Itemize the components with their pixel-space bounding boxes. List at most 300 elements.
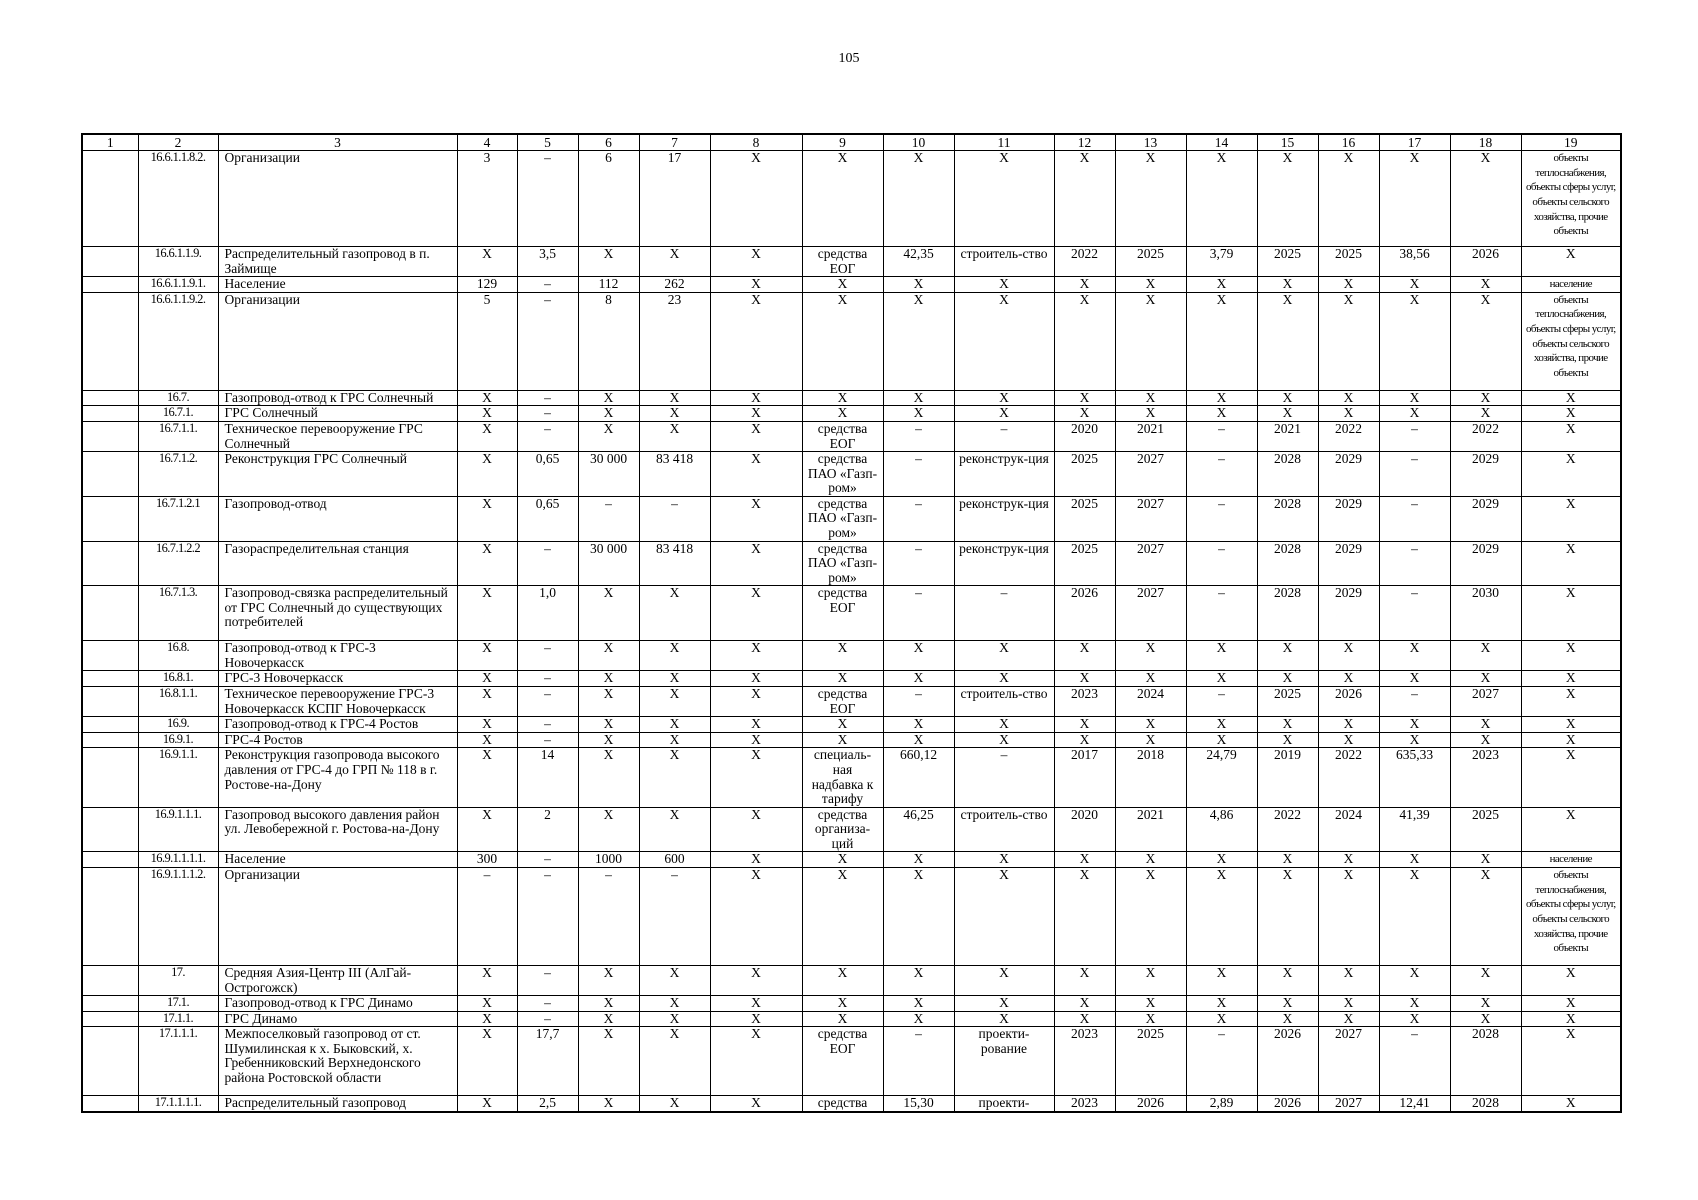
table-cell-col-13: 2027: [1115, 452, 1186, 497]
table-cell-col-12: 2022: [1054, 247, 1115, 277]
table-cell-col-5: –: [517, 966, 578, 996]
table-cell-col-2: 16.6.1.1.9.: [138, 247, 218, 277]
table-cell-col-13: 2027: [1115, 541, 1186, 586]
table-cell-col-11: X: [954, 996, 1054, 1012]
table-cell-col-12: 2025: [1054, 452, 1115, 497]
table-cell-col-14: X: [1186, 732, 1257, 748]
table-row: [82, 966, 1621, 996]
table-cell-col-19: объекты теплоснабжения, объекты сферы услуг, объекты сельского хозяйства, прочие объекты: [1521, 292, 1621, 390]
table-cell-col-12: 2020: [1054, 807, 1115, 852]
table-cell-col-1: [82, 452, 138, 497]
table-cell-col-11: строитель-ство: [954, 247, 1054, 277]
table-cell-col-15: 2028: [1257, 452, 1318, 497]
table-cell-col-14: –: [1186, 687, 1257, 717]
table-cell-col-5: –: [517, 406, 578, 422]
table-cell-col-3: Реконструкция ГРС Солнечный: [218, 452, 457, 497]
table-cell-col-19: X: [1521, 406, 1621, 422]
table-cell-col-15: X: [1257, 852, 1318, 868]
table-cell-col-13: X: [1115, 390, 1186, 406]
table-cell-col-7: 262: [639, 277, 710, 293]
table-cell-col-13: X: [1115, 292, 1186, 390]
table-cell-col-16: X: [1318, 641, 1379, 671]
table-cell-col-15: X: [1257, 868, 1318, 966]
table-cell-col-17: –: [1379, 496, 1450, 541]
table-cell-col-18: 2025: [1450, 807, 1521, 852]
table-cell-col-10: 46,25: [883, 807, 954, 852]
table-row: [82, 687, 1621, 717]
table-cell-col-7: –: [639, 868, 710, 966]
table-cell-col-6: X: [578, 671, 639, 687]
table-cell-col-4: 3: [457, 151, 517, 247]
table-cell-col-1: [82, 717, 138, 733]
table-row: [82, 292, 1621, 390]
table-cell-col-5: 1,0: [517, 586, 578, 641]
table-cell-col-4: 5: [457, 292, 517, 390]
table-cell-col-13: X: [1115, 151, 1186, 247]
table-cell-col-3: Газопровод-отвод к ГРС Солнечный: [218, 390, 457, 406]
table-cell-col-4: X: [457, 1011, 517, 1027]
table-cell-col-1: [82, 687, 138, 717]
table-cell-col-15: X: [1257, 292, 1318, 390]
table-cell-col-2: 16.7.1.2.: [138, 452, 218, 497]
table-cell-col-7: X: [639, 717, 710, 733]
table-cell-col-1: [82, 966, 138, 996]
table-cell-col-9: средства ЕОГ: [802, 421, 883, 451]
table-cell-col-18: 2023: [1450, 748, 1521, 807]
table-cell-col-10: –: [883, 687, 954, 717]
table-cell-col-15: 2022: [1257, 807, 1318, 852]
table-cell-col-12: 2023: [1054, 687, 1115, 717]
table-cell-col-12: X: [1054, 996, 1115, 1012]
table-cell-col-10: X: [883, 996, 954, 1012]
table-cell-col-14: X: [1186, 641, 1257, 671]
table-cell-col-17: 41,39: [1379, 807, 1450, 852]
table-cell-col-14: –: [1186, 452, 1257, 497]
table-cell-col-11: –: [954, 748, 1054, 807]
table-cell-col-5: 14: [517, 748, 578, 807]
table-cell-col-5: 17,7: [517, 1027, 578, 1096]
table-cell-col-1: [82, 151, 138, 247]
table-cell-col-15: 2028: [1257, 496, 1318, 541]
table-cell-col-1: [82, 807, 138, 852]
table-cell-col-13: X: [1115, 868, 1186, 966]
table-cell-col-1: [82, 868, 138, 966]
table-cell-col-16: X: [1318, 151, 1379, 247]
table-cell-col-17: X: [1379, 717, 1450, 733]
table-cell-col-5: –: [517, 1011, 578, 1027]
table-cell-col-3: Распределительный газопровод: [218, 1096, 457, 1112]
table-cell-col-16: X: [1318, 406, 1379, 422]
table-cell-col-4: X: [457, 732, 517, 748]
table-cell-col-9: X: [802, 732, 883, 748]
table-cell-col-9: средства организа-ций: [802, 807, 883, 852]
table-cell-col-15: X: [1257, 717, 1318, 733]
table-cell-col-16: 2025: [1318, 247, 1379, 277]
table-cell-col-10: –: [883, 421, 954, 451]
table-cell-col-18: 2028: [1450, 1096, 1521, 1112]
table-cell-col-14: X: [1186, 966, 1257, 996]
table-cell-col-2: 16.9.: [138, 717, 218, 733]
table-cell-col-2: 16.7.1.2.2: [138, 541, 218, 586]
table-cell-col-13: X: [1115, 671, 1186, 687]
table-cell-col-1: [82, 292, 138, 390]
table-cell-col-9: X: [802, 868, 883, 966]
table-cell-col-3: Средняя Азия-Центр III (АлГай-Острогожск): [218, 966, 457, 996]
table-cell-col-15: X: [1257, 671, 1318, 687]
table-cell-col-11: X: [954, 966, 1054, 996]
table-cell-col-8: X: [710, 1096, 802, 1112]
column-number-11: 11: [954, 134, 1054, 151]
table-cell-col-9: средства ЕОГ: [802, 687, 883, 717]
table-cell-col-13: 2021: [1115, 421, 1186, 451]
table-cell-col-5: –: [517, 868, 578, 966]
table-row: [82, 732, 1621, 748]
table-cell-col-5: 2,5: [517, 1096, 578, 1112]
table-cell-col-7: –: [639, 496, 710, 541]
table-cell-col-11: –: [954, 586, 1054, 641]
table-cell-col-5: –: [517, 292, 578, 390]
table-cell-col-13: X: [1115, 641, 1186, 671]
table-cell-col-14: X: [1186, 996, 1257, 1012]
table-row: [82, 452, 1621, 497]
table-row: [82, 1096, 1621, 1112]
table-cell-col-16: X: [1318, 277, 1379, 293]
table-cell-col-8: X: [710, 586, 802, 641]
table-row: [82, 586, 1621, 641]
table-cell-col-12: 2023: [1054, 1027, 1115, 1096]
page-number: 105: [838, 51, 860, 66]
table-cell-col-4: X: [457, 687, 517, 717]
table-cell-col-2: 17.1.: [138, 996, 218, 1012]
table-cell-col-5: –: [517, 732, 578, 748]
table-cell-col-15: 2026: [1257, 1096, 1318, 1112]
table-cell-col-16: 2029: [1318, 452, 1379, 497]
table-cell-col-11: X: [954, 292, 1054, 390]
table-cell-col-17: –: [1379, 421, 1450, 451]
table-cell-col-11: X: [954, 151, 1054, 247]
table-cell-col-15: X: [1257, 996, 1318, 1012]
table-cell-col-7: X: [639, 687, 710, 717]
table-cell-col-7: X: [639, 586, 710, 641]
table-cell-col-15: 2028: [1257, 586, 1318, 641]
table-cell-col-11: проекти-рование: [954, 1027, 1054, 1096]
table-cell-col-17: 635,33: [1379, 748, 1450, 807]
table-cell-col-8: X: [710, 277, 802, 293]
table-cell-col-12: X: [1054, 717, 1115, 733]
table-cell-col-6: X: [578, 717, 639, 733]
table-cell-col-10: X: [883, 390, 954, 406]
table-cell-col-16: X: [1318, 671, 1379, 687]
table-row: [82, 541, 1621, 586]
table-cell-col-17: –: [1379, 541, 1450, 586]
table-cell-col-14: 24,79: [1186, 748, 1257, 807]
table-cell-col-6: X: [578, 687, 639, 717]
table-cell-col-12: X: [1054, 406, 1115, 422]
table-cell-col-16: 2022: [1318, 421, 1379, 451]
table-cell-col-15: 2025: [1257, 687, 1318, 717]
table-cell-col-6: X: [578, 421, 639, 451]
table-cell-col-2: 16.7.1.1.: [138, 421, 218, 451]
table-cell-col-13: X: [1115, 717, 1186, 733]
table-cell-col-7: X: [639, 996, 710, 1012]
table-row: [82, 717, 1621, 733]
table-cell-col-13: X: [1115, 852, 1186, 868]
table-cell-col-11: X: [954, 732, 1054, 748]
column-number-13: 13: [1115, 134, 1186, 151]
table-row: [82, 641, 1621, 671]
table-cell-col-1: [82, 748, 138, 807]
table-cell-col-12: 2017: [1054, 748, 1115, 807]
table-cell-col-2: 16.9.1.1.1.1.: [138, 852, 218, 868]
table-row: [82, 807, 1621, 852]
table-cell-col-12: X: [1054, 868, 1115, 966]
table-cell-col-11: проекти-: [954, 1096, 1054, 1112]
table-cell-col-16: X: [1318, 966, 1379, 996]
table-cell-col-3: Организации: [218, 151, 457, 247]
table-cell-col-7: 23: [639, 292, 710, 390]
table-cell-col-6: –: [578, 868, 639, 966]
table-cell-col-16: X: [1318, 1011, 1379, 1027]
table-cell-col-17: –: [1379, 687, 1450, 717]
table-cell-col-7: X: [639, 732, 710, 748]
table-cell-col-3: Население: [218, 277, 457, 293]
table-cell-col-3: Население: [218, 852, 457, 868]
table-cell-col-8: X: [710, 541, 802, 586]
table-cell-col-6: X: [578, 406, 639, 422]
table-cell-col-8: X: [710, 852, 802, 868]
table-cell-col-8: X: [710, 641, 802, 671]
table-cell-col-12: X: [1054, 732, 1115, 748]
table-cell-col-10: X: [883, 1011, 954, 1027]
table-cell-col-19: X: [1521, 641, 1621, 671]
table-cell-col-15: 2025: [1257, 247, 1318, 277]
table-cell-col-17: 38,56: [1379, 247, 1450, 277]
table-cell-col-19: X: [1521, 732, 1621, 748]
table-cell-col-17: X: [1379, 966, 1450, 996]
table-cell-col-16: 2029: [1318, 496, 1379, 541]
table-cell-col-10: X: [883, 966, 954, 996]
table-cell-col-6: 1000: [578, 852, 639, 868]
table-cell-col-6: X: [578, 996, 639, 1012]
table-cell-col-3: Газопровод-связка распределительный от ГРС Солнечный до существующих потребителей: [218, 586, 457, 641]
table-cell-col-10: –: [883, 586, 954, 641]
table-cell-col-18: X: [1450, 390, 1521, 406]
table-row: [82, 996, 1621, 1012]
table-cell-col-5: –: [517, 852, 578, 868]
table-cell-col-8: X: [710, 406, 802, 422]
table-cell-col-6: 8: [578, 292, 639, 390]
table-cell-col-16: 2022: [1318, 748, 1379, 807]
table-cell-col-3: Распределительный газопровод в п. Займище: [218, 247, 457, 277]
table-cell-col-10: –: [883, 541, 954, 586]
table-cell-col-16: 2026: [1318, 687, 1379, 717]
table-cell-col-15: X: [1257, 406, 1318, 422]
table-cell-col-4: X: [457, 421, 517, 451]
table-cell-col-2: 17.1.1.1.: [138, 1027, 218, 1096]
table-cell-col-13: X: [1115, 406, 1186, 422]
table-cell-col-4: X: [457, 496, 517, 541]
table-cell-col-10: 42,35: [883, 247, 954, 277]
table-cell-col-1: [82, 277, 138, 293]
table-cell-col-4: 129: [457, 277, 517, 293]
table-cell-col-8: X: [710, 748, 802, 807]
table-cell-col-19: X: [1521, 541, 1621, 586]
table-cell-col-8: X: [710, 496, 802, 541]
table-cell-col-2: 17.: [138, 966, 218, 996]
table-row: [82, 247, 1621, 277]
table-cell-col-18: X: [1450, 641, 1521, 671]
table-cell-col-6: X: [578, 748, 639, 807]
table-cell-col-14: 2,89: [1186, 1096, 1257, 1112]
table-cell-col-3: Организации: [218, 292, 457, 390]
table-row: [82, 496, 1621, 541]
table-cell-col-18: 2026: [1450, 247, 1521, 277]
table-cell-col-5: –: [517, 390, 578, 406]
column-number-3: 3: [218, 134, 457, 151]
table-cell-col-19: X: [1521, 748, 1621, 807]
column-number-17: 17: [1379, 134, 1450, 151]
table-cell-col-2: 16.6.1.1.9.2.: [138, 292, 218, 390]
table-cell-col-14: –: [1186, 541, 1257, 586]
table-cell-col-13: X: [1115, 732, 1186, 748]
table-cell-col-13: 2018: [1115, 748, 1186, 807]
table-cell-col-8: X: [710, 996, 802, 1012]
table-cell-col-1: [82, 1096, 138, 1112]
table-cell-col-19: X: [1521, 966, 1621, 996]
table-row: [82, 390, 1621, 406]
table-cell-col-8: X: [710, 452, 802, 497]
table-cell-col-18: 2028: [1450, 1027, 1521, 1096]
table-cell-col-19: население: [1521, 277, 1621, 293]
table-cell-col-19: X: [1521, 452, 1621, 497]
table-cell-col-7: 600: [639, 852, 710, 868]
table-cell-col-1: [82, 1027, 138, 1096]
table-cell-col-7: X: [639, 1027, 710, 1096]
table-cell-col-6: X: [578, 807, 639, 852]
table-cell-col-6: –: [578, 496, 639, 541]
table-cell-col-5: 0,65: [517, 496, 578, 541]
table-cell-col-9: средства ЕОГ: [802, 1027, 883, 1096]
table-cell-col-6: 30 000: [578, 452, 639, 497]
table-cell-col-2: 16.8.1.1.: [138, 687, 218, 717]
table-cell-col-7: 83 418: [639, 541, 710, 586]
table-cell-col-11: X: [954, 671, 1054, 687]
table-cell-col-1: [82, 406, 138, 422]
table-row: [82, 852, 1621, 868]
table-cell-col-5: –: [517, 421, 578, 451]
table-cell-col-13: X: [1115, 966, 1186, 996]
table-cell-col-3: Газопровод высокого давления район ул. Левобережной г. Ростова-на-Дону: [218, 807, 457, 852]
table-cell-col-8: X: [710, 687, 802, 717]
table-cell-col-3: Газопровод-отвод к ГРС-3 Новочеркасск: [218, 641, 457, 671]
table-cell-col-5: –: [517, 151, 578, 247]
table-cell-col-3: Межпоселковый газопровод от ст. Шумилинская к х. Быковский, х. Гребенниковский Верхнедонского района Ростовской области: [218, 1027, 457, 1096]
table-cell-col-5: 2: [517, 807, 578, 852]
table-cell-col-18: X: [1450, 671, 1521, 687]
table-cell-col-17: –: [1379, 586, 1450, 641]
table-cell-col-2: 16.7.1.: [138, 406, 218, 422]
table-cell-col-7: X: [639, 247, 710, 277]
table-cell-col-14: –: [1186, 1027, 1257, 1096]
table-cell-col-16: X: [1318, 717, 1379, 733]
table-cell-col-18: X: [1450, 406, 1521, 422]
table-cell-col-19: X: [1521, 390, 1621, 406]
table-cell-col-18: 2029: [1450, 541, 1521, 586]
table-cell-col-5: –: [517, 717, 578, 733]
table-cell-col-12: 2023: [1054, 1096, 1115, 1112]
table-cell-col-14: X: [1186, 151, 1257, 247]
table-cell-col-7: X: [639, 390, 710, 406]
table-cell-col-19: X: [1521, 671, 1621, 687]
table-cell-col-17: X: [1379, 868, 1450, 966]
table-cell-col-13: 2025: [1115, 247, 1186, 277]
table-cell-col-8: X: [710, 390, 802, 406]
table-cell-col-9: X: [802, 641, 883, 671]
table-cell-col-4: X: [457, 452, 517, 497]
table-cell-col-16: X: [1318, 868, 1379, 966]
table-cell-col-13: 2027: [1115, 586, 1186, 641]
table-cell-col-12: X: [1054, 292, 1115, 390]
table-cell-col-16: 2029: [1318, 586, 1379, 641]
table-cell-col-4: X: [457, 996, 517, 1012]
table-cell-col-1: [82, 496, 138, 541]
table-cell-col-19: X: [1521, 807, 1621, 852]
table-cell-col-5: –: [517, 641, 578, 671]
table-cell-col-17: X: [1379, 1011, 1450, 1027]
table-cell-col-1: [82, 421, 138, 451]
table-cell-col-8: X: [710, 717, 802, 733]
table-cell-col-11: X: [954, 406, 1054, 422]
table-cell-col-6: X: [578, 641, 639, 671]
table-cell-col-9: специаль-ная надбавка к тарифу: [802, 748, 883, 807]
table-cell-col-8: X: [710, 151, 802, 247]
table-cell-col-18: X: [1450, 732, 1521, 748]
table-cell-col-14: –: [1186, 496, 1257, 541]
table-cell-col-15: X: [1257, 1011, 1318, 1027]
table-cell-col-4: X: [457, 586, 517, 641]
table-cell-col-11: X: [954, 852, 1054, 868]
table-cell-col-16: X: [1318, 732, 1379, 748]
table-cell-col-18: X: [1450, 1011, 1521, 1027]
column-number-9: 9: [802, 134, 883, 151]
table-cell-col-12: X: [1054, 966, 1115, 996]
table-cell-col-11: X: [954, 868, 1054, 966]
table-cell-col-7: X: [639, 807, 710, 852]
column-number-7: 7: [639, 134, 710, 151]
table-cell-col-4: X: [457, 541, 517, 586]
table-cell-col-4: X: [457, 966, 517, 996]
table-cell-col-3: Газораспределительная станция: [218, 541, 457, 586]
table-row: [82, 748, 1621, 807]
table-cell-col-19: X: [1521, 717, 1621, 733]
table-cell-col-7: 17: [639, 151, 710, 247]
table-row: [82, 421, 1621, 451]
table-cell-col-11: реконструк-ция: [954, 452, 1054, 497]
table-cell-col-2: 16.7.1.3.: [138, 586, 218, 641]
table-cell-col-10: X: [883, 292, 954, 390]
table-cell-col-9: X: [802, 717, 883, 733]
table-cell-col-4: X: [457, 748, 517, 807]
table-cell-col-10: X: [883, 671, 954, 687]
table-cell-col-2: 16.8.1.: [138, 671, 218, 687]
table-cell-col-3: ГРС Динамо: [218, 1011, 457, 1027]
table-cell-col-3: ГРС-3 Новочеркасск: [218, 671, 457, 687]
table-cell-col-16: X: [1318, 996, 1379, 1012]
table-cell-col-1: [82, 732, 138, 748]
table-cell-col-8: X: [710, 1011, 802, 1027]
table-cell-col-6: 112: [578, 277, 639, 293]
table-cell-col-15: 2026: [1257, 1027, 1318, 1096]
